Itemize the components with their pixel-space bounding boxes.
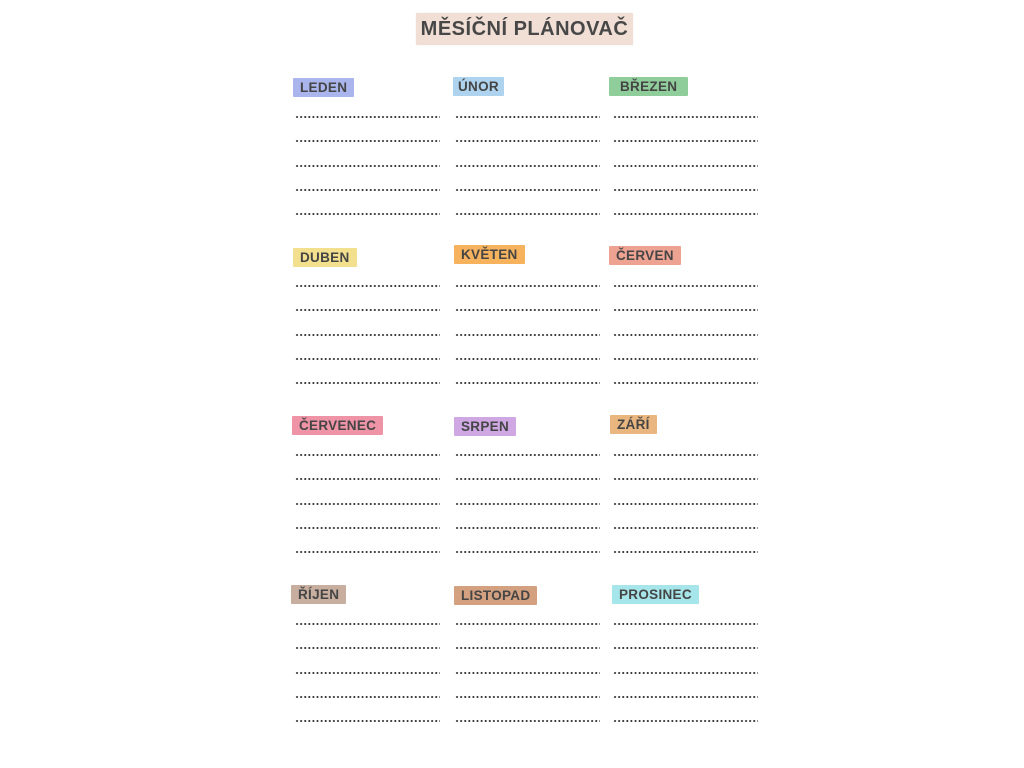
page-title: MĚSÍČNÍ PLÁNOVAČ: [416, 13, 633, 45]
dotted-line[interactable]: [613, 307, 758, 313]
dotted-line[interactable]: [295, 283, 440, 289]
month-block-prosinec: [612, 585, 762, 735]
month-label: SRPEN: [454, 417, 516, 436]
dotted-line[interactable]: [613, 452, 758, 458]
dotted-line[interactable]: [295, 670, 440, 676]
month-block-cervenec: [292, 416, 442, 566]
month-block-unor: [453, 77, 603, 227]
dotted-lines: [455, 452, 600, 573]
dotted-line[interactable]: [455, 163, 600, 169]
month-label: ČERVENEC: [292, 416, 383, 435]
dotted-line[interactable]: [455, 645, 600, 651]
dotted-line[interactable]: [295, 501, 440, 507]
dotted-lines: [295, 114, 440, 235]
dotted-lines: [455, 621, 600, 742]
dotted-line[interactable]: [613, 114, 758, 120]
month-block-brezen: [609, 77, 759, 227]
dotted-line[interactable]: [613, 380, 758, 386]
dotted-lines: [455, 114, 600, 235]
month-label: ZÁŘÍ: [610, 415, 657, 434]
dotted-line[interactable]: [455, 138, 600, 144]
dotted-line[interactable]: [455, 452, 600, 458]
dotted-line[interactable]: [295, 452, 440, 458]
dotted-line[interactable]: [455, 525, 600, 531]
month-label: DUBEN: [293, 248, 357, 267]
dotted-line[interactable]: [613, 163, 758, 169]
dotted-line[interactable]: [295, 525, 440, 531]
dotted-line[interactable]: [613, 332, 758, 338]
dotted-lines: [455, 283, 600, 404]
month-label: BŘEZEN: [609, 77, 688, 96]
month-label: LEDEN: [293, 78, 354, 97]
dotted-lines: [613, 452, 758, 573]
dotted-line[interactable]: [455, 501, 600, 507]
month-label: ŘÍJEN: [291, 585, 346, 604]
dotted-line[interactable]: [455, 211, 600, 217]
dotted-line[interactable]: [295, 307, 440, 313]
dotted-line[interactable]: [613, 187, 758, 193]
dotted-line[interactable]: [613, 476, 758, 482]
dotted-line[interactable]: [295, 163, 440, 169]
month-block-srpen: [454, 417, 604, 567]
month-block-kveten: [454, 245, 604, 395]
dotted-line[interactable]: [295, 621, 440, 627]
dotted-line[interactable]: [455, 187, 600, 193]
dotted-line[interactable]: [295, 645, 440, 651]
dotted-line[interactable]: [455, 307, 600, 313]
dotted-line[interactable]: [455, 332, 600, 338]
dotted-line[interactable]: [455, 670, 600, 676]
dotted-line[interactable]: [613, 645, 758, 651]
dotted-line[interactable]: [455, 694, 600, 700]
month-label: ÚNOR: [453, 77, 504, 96]
month-block-listopad: [454, 586, 604, 736]
dotted-line[interactable]: [613, 670, 758, 676]
month-block-rijen: [291, 585, 441, 735]
dotted-lines: [613, 283, 758, 404]
dotted-line[interactable]: [295, 356, 440, 362]
month-block-cerven: [609, 246, 759, 396]
dotted-line[interactable]: [295, 694, 440, 700]
dotted-line[interactable]: [455, 476, 600, 482]
dotted-line[interactable]: [613, 501, 758, 507]
dotted-lines: [295, 452, 440, 573]
dotted-line[interactable]: [455, 114, 600, 120]
dotted-lines: [613, 114, 758, 235]
dotted-line[interactable]: [613, 138, 758, 144]
dotted-line[interactable]: [613, 694, 758, 700]
dotted-line[interactable]: [295, 187, 440, 193]
dotted-line[interactable]: [455, 283, 600, 289]
dotted-line[interactable]: [613, 356, 758, 362]
dotted-line[interactable]: [613, 283, 758, 289]
dotted-line[interactable]: [455, 718, 600, 724]
dotted-line[interactable]: [455, 356, 600, 362]
dotted-line[interactable]: [295, 211, 440, 217]
dotted-lines: [613, 621, 758, 742]
dotted-line[interactable]: [455, 621, 600, 627]
dotted-lines: [295, 283, 440, 404]
month-label: LISTOPAD: [454, 586, 537, 605]
month-block-zari: [610, 415, 760, 565]
dotted-line[interactable]: [295, 138, 440, 144]
month-label: ČERVEN: [609, 246, 681, 265]
dotted-line[interactable]: [455, 380, 600, 386]
month-label: PROSINEC: [612, 585, 699, 604]
dotted-line[interactable]: [613, 718, 758, 724]
dotted-line[interactable]: [613, 211, 758, 217]
month-block-leden: [293, 78, 443, 228]
dotted-line[interactable]: [295, 549, 440, 555]
dotted-line[interactable]: [455, 549, 600, 555]
dotted-line[interactable]: [295, 332, 440, 338]
dotted-line[interactable]: [295, 718, 440, 724]
month-block-duben: [293, 248, 443, 398]
month-label: KVĚTEN: [454, 245, 525, 264]
dotted-line[interactable]: [613, 621, 758, 627]
dotted-lines: [295, 621, 440, 742]
dotted-line[interactable]: [295, 476, 440, 482]
dotted-line[interactable]: [613, 525, 758, 531]
dotted-line[interactable]: [295, 380, 440, 386]
dotted-line[interactable]: [613, 549, 758, 555]
dotted-line[interactable]: [295, 114, 440, 120]
